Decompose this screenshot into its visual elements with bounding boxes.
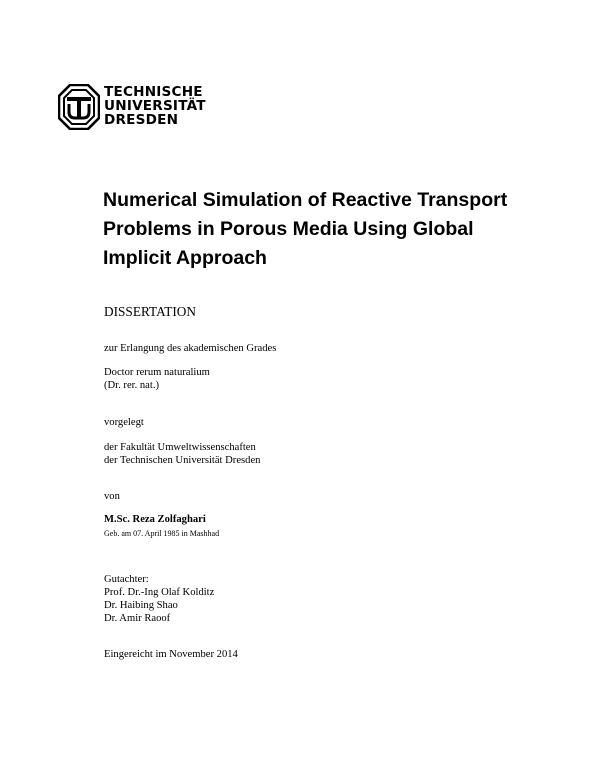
university-name-line3: DRESDEN [104,112,179,129]
degree-purpose: zur Erlangung des akademischen Grades [104,343,277,354]
thesis-title-line2: Problems in Porous Media Using Global [103,218,474,240]
author-name: M.Sc. Reza Zolfaghari [104,514,206,525]
university-name-line2: UNIVERSITÄT [104,98,206,115]
university-name [104,85,206,128]
reviewer-2: Dr. Haibing Shao [104,600,178,611]
thesis-title [103,186,543,273]
faculty-line2: der Technischen Universität Dresden [104,455,261,466]
university-name-line1: TECHNISCHE [104,84,203,100]
submission-date: Eingereicht im November 2014 [104,649,238,660]
thesis-title-line1: Numerical Simulation of Reactive Transport [103,189,508,211]
reviewer-3: Dr. Amir Raoof [104,613,171,624]
degree-abbreviation: (Dr. rer. nat.) [104,380,160,391]
degree-name: Doctor rerum naturalium [104,367,210,378]
tu-dresden-logo-icon [58,84,100,130]
thesis-title-line3: Implicit Approach [103,247,267,269]
reviewer-1: Prof. Dr.-Ing Olaf Kolditz [104,587,215,598]
reviewers-label: Gutachter: [104,574,149,585]
faculty-line1: der Fakultät Umweltwissenschaften [104,442,256,453]
author-birth: Geb. am 07. April 1985 in Mashhad [104,529,220,538]
university-logo [58,84,206,132]
document-type: DISSERTATION [104,304,196,319]
presented-label: vorgelegt [104,417,144,428]
by-label: von [104,491,120,502]
